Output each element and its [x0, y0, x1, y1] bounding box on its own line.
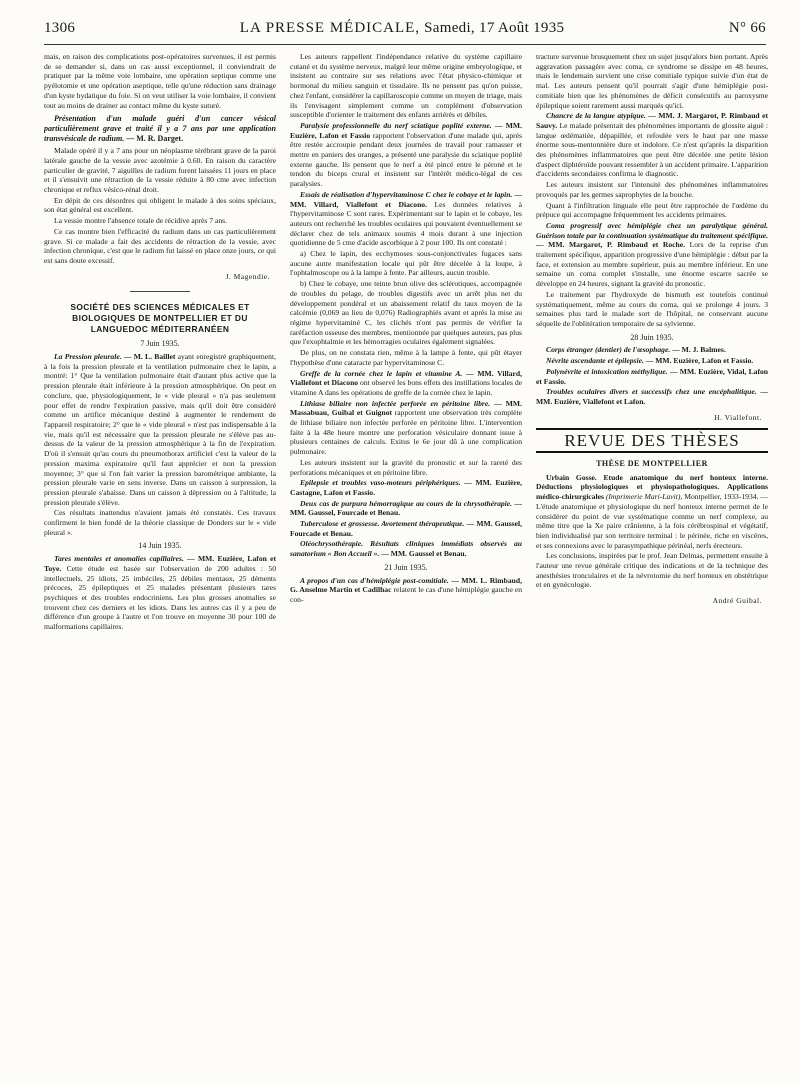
heading-title: Chancre de la langue atypique.	[546, 111, 646, 121]
paragraph: Les conclusions, inspirées par le prof. Jean Delmas, permettent ensuite à l'auteur une revue générale critique des indications et de la technique des anesthésies tronculaires et de la névrotomie du nerf honteux en obstétrique et en gynécologie.	[536, 551, 768, 590]
signature: J. Magendie.	[225, 271, 270, 281]
these-heading: THÈSE DE MONTPELLIER	[596, 459, 708, 469]
paragraph: Les auteurs insistent sur l'intensité des phénomènes inflammatoires provoqués par les germes saprophytes de la bouche.	[536, 180, 768, 199]
these-title: Urbain Gosse. Etude anatomique du nerf honteux interne. Déductions physiologiques et physiopathologiques. Applications médico-chirurgicales	[536, 472, 768, 502]
heading-authors: — M. R. Darget.	[126, 134, 184, 144]
heading-authors: — M. L. Baillet	[123, 352, 176, 362]
paragraph: Montpellier, 1933-1934. — L'étude anatomique et physiologique du nerf honteux interne permet de le considérer du point de vue systématique comme un nerf complexe, au même titre que la Xe paire crânienne, à la fois cérébrospinal et végétatif, bien individualisé par son territoire terminal : le périnée, riche en viscères, et ses connexions avec le parasympathique périnéal, nerfs érecteurs.	[536, 492, 768, 550]
society-heading: SOCIÉTÉ DES SCIENCES MÉDICALES ET BIOLOGIQUES DE MONTPELLIER ET DU LANGUEDOC MÉDITERRANÉEN	[70, 302, 250, 335]
heading-authors: — MM. Euzière, Viallefont et Lafon.	[536, 387, 768, 406]
paragraph: tracture survenue brusquement chez un sujet jusqu'alors bien portant. Après aggravation passagère avec coma, ce syndrome se dissipe en 48 heures, mais le lendemain survient une crise comitiale typique suivie d'un état de mal. Les auteurs pensent qu'il pourrait s'agir d'une hémiplégie post-comitiale bien que les phénomènes de déficit consécutifs au paroxysme épileptique soient rarement aussi marqués qu'ici.	[536, 52, 768, 110]
divider	[130, 291, 190, 292]
heading-title: Essais de réalisation d'hypervitaminose C chez le cobaye et le lapin.	[300, 189, 513, 199]
these-publisher: (Imprimerie Mari-Lavit),	[605, 492, 683, 502]
heading-authors: — MM. Euzière, Lafon et Toye.	[44, 554, 276, 573]
heading-authors: — MM. Euzière, Lafon et Fassio	[290, 120, 522, 140]
paragraph: relatent le cas d'une hémiplégie gauche en con-	[290, 585, 522, 604]
paragraph: Cette étude est basée sur l'observation de 200 adultes : 50 intellectuels, 25 idiots, 25 imbéciles, 25 débiles mentaux, 25 déments précoces, 25 épileptiques et 25 malades présentant plusieurs tares psychiques et des troubles endocriniens. Les plus grosses anomalies se trouvent chez ces derniers et les idiots. Dans les autres cas il y a peu de différence d'un groupe à l'autre et l'on trouve en moyenne 30 pour 100 de malformations capillaires.	[44, 563, 276, 632]
heading-authors: — MM. Gaussel, Fourcade et Benau.	[290, 498, 522, 518]
column-3	[536, 52, 768, 1062]
heading-title: Epilepsie et troubles vaso-moteurs périphériques.	[300, 478, 461, 488]
paragraph: Le traitement par l'hydroxyde de bismuth est toutefois continué systématiquement, même au cours du coma, qui se prolonge 4 jours. 3 semaines plus tard le malade sort de l'hôpital, ne conservant aucune séquelle de l'oblitération temporaire de sa sylvienne.	[536, 289, 768, 328]
page-header	[44, 20, 766, 42]
article-heading	[44, 114, 276, 144]
heading-title: Polynévrite et intoxication méthylique.	[546, 366, 668, 376]
paragraph: La vessie montre l'absence totale de récidive après 7 ans.	[54, 216, 227, 226]
heading-title: La Pression pleurale.	[54, 352, 122, 362]
paragraph: rapportent une observation très complète de lithiase biliaire non infectée perforée en péritoine libre. L'intervention faite à la 48e heure montre une perforation vésiculaire donnant issue à plusieurs centaines de calculs. Exitus le 6e jour dû à une complication pulmonaire.	[290, 408, 522, 457]
heading-authors: — MM. L. Rimbaud, G. Anselme Martin et Cadilhac	[290, 575, 522, 595]
page-number: 1306	[44, 20, 76, 36]
heading-authors: — MM. Villard, Viallefont et Diacono	[290, 368, 522, 388]
heading-authors: — MM. Margarot, P. Rimbaud et Roche.	[536, 240, 686, 250]
session-date: 7 Juin 1935.	[140, 339, 180, 349]
paragraph: Le malade présentait des phénomènes importants de glossite aiguë : langue œdématiée, dépapillée, et refoulée vers le haut par une masse énorme sous-mentonnière dure et indolore. Ce n'est qu'après la disparition des phénomènes inflammatoires que peut être décelée une petite lésion d'aspect diphtéroïde pouvant ressembler à un accident primaire. L'apparition d'accidents secondaires confirma le diagnostic.	[536, 120, 768, 179]
heading-authors: — MM. Euzière, Lafon et Fassio.	[645, 356, 754, 366]
header-rule	[44, 44, 766, 45]
heading-title: Oléochrysothérapie. Résultats cliniques immédiats observés au sanatorium « Bon Accueil ».	[290, 539, 522, 559]
paragraph: ayant enregistré graphiquement, à la fois la pression pleurale et la ventilation pulmonaire chez le lapin, a montré: 1° Que la ventilation pulmonaire était d'autant plus active que la pression pleurale était inférieure à la pression atmosphérique. On peut en conclure, que, physiologiquement, le « vide pleural » n'a pas seulement pour effet de rendre l'expiration passive, mais qu'il doit être considéré comme un artifice mécanique destiné à augmenter le rendement de l'appareil respiratoire; 2° que le « vide pleural » n'est pas indispensable à la vie, mais qu'il est nécessaire que la pression pleurale ne s'élève pas au-dessus de la valeur de la pression atmosphérique à la fin de l'expiration. D'où il s'ensuit qu'au cours du pneumothorax artificiel c'est la valeur de la pression maxima expiratoire qu'il faut apprécier et non la pression moyenne; 3° que si l'on fait varier la pression barométrique ambiante, la pression pleurale varie en sens inverse. Dans un caisson à surpression, la pression pleurale s'abaisse. Dans un caisson à dépression ou à l'altitude, la pression pleurale s'élève.	[44, 352, 276, 507]
heading-authors: — MM. Euzière, Castagne, Lafon et Fassio.	[290, 478, 522, 497]
column-2	[290, 52, 522, 1062]
heading-authors: — MM. Gaussel, Fourcade et Benau.	[290, 519, 522, 538]
heading-title: Deux cas de purpura hémorragique au cours de la chrysothérapie.	[300, 498, 513, 508]
heading-title: Lithiase biliaire non infectée perforée en péritoine libre.	[300, 398, 491, 408]
heading-title: Tares mentales et anomalies capillaires.	[54, 554, 184, 564]
heading-authors: — M. J. Balmes.	[672, 345, 726, 355]
paragraph: ont observé les bons effets des instillations locales de vitamine A dans les opérations de greffe de la cornée chez le lapin.	[290, 378, 522, 397]
session-date: 14 Juin 1935.	[138, 541, 182, 551]
heading-title: Paralysie professionnelle du nerf sciatique poplité externe.	[300, 120, 492, 130]
heading-authors: — MM. Massabuau, Guibal et Guignot	[290, 398, 522, 418]
heading-authors: — MM. J. Margarot, P. Rimbaud et Sauvy.	[536, 111, 768, 130]
heading-title: A propos d'un cas d'hémiplégie post-comitiale.	[300, 575, 449, 585]
session-date: 21 Juin 1935.	[384, 562, 428, 572]
heading-authors: — MM. Euzière, Vidal, Lafon et Fassio.	[536, 366, 768, 386]
heading-authors: — MM. Gaussel et Benau.	[381, 549, 467, 559]
paragraph: En dépit de ces désordres qui obligent le malade à des soins spéciaux, son état général est excellent.	[44, 195, 276, 215]
paragraph: Quant à l'infiltration linguale elle peut être rapprochée de l'œdème du prépuce qui accompagne fréquemment les accidents primaires.	[536, 200, 768, 220]
issue-date: Samedi, 17 Août 1935	[424, 20, 565, 36]
heading-title: Coma progressif avec hémiplégie chez un paralytique général. Guérison totale par la continuation systématique du traitement spécifique.	[536, 220, 768, 240]
paragraph: Ces résultats inattendus n'avaient jamais été constatés. Ces travaux confirment le bien fondé de la théorie classique de Donders sur le « vide pleural ».	[44, 508, 276, 537]
paragraph: Malade opéré il y a 7 ans pour un néoplasme térébrant grave de la paroi latérale gauche de la vessie avec azotémie à 0.60. En raison du caractère particulier de gravité, 7 aiguilles de radium furent laissées 11 jours en place et il s'ensuivit une rétraction de la vessie réduite à 80 cme avec infection chronique et reflux vésico-rénal droit.	[44, 146, 276, 195]
signature: André Guibal.	[712, 596, 762, 606]
signature: H. Viallefont.	[714, 412, 762, 422]
heading-title: Corps étranger (dentier) de l'œsophage.	[546, 345, 671, 355]
paragraph: De plus, on ne constata rien, même à la lampe à fente, qui pût étayer l'hypothèse d'une cataracte par hypervitaminose C.	[290, 348, 522, 367]
paragraph: Ce cas montre bien l'efficacité du radium dans un cas particulièrement grave. Si ce malade a fait des accidents de rétraction de la vessie, avec infection chronique, c'est que le radium fut laissé en place onze jours, ce qui est sans doute excessif.	[44, 226, 276, 265]
column-1	[44, 52, 276, 1062]
section-banner: REVUE DES THÈSES	[536, 428, 768, 453]
paragraph: Les auteurs rappellent l'indépendance relative du système capillaire cutané et du système nerveux, malgré leur même origine embryologique, et insistent au contraire sur ses relations avec l'état physico-chimique et hormonal du milieu sanguin et tissulaire. Ils ne pensent pas qu'on puisse, chez l'enfant, considérer la capillaroscopie comme un moyen de triage, mais ils l'envisagent simplement comme un complément d'observation susceptible d'orienter le traitement des enfants arriérés et débiles.	[290, 52, 522, 120]
heading-authors: — MM. Villard, Viallefont et Diacono.	[290, 189, 522, 209]
heading-title: Présentation d'un malade guéri d'un cancer vésical particulièrement grave et traité il y a 7 ans par une application transvésicale de radium.	[44, 114, 276, 144]
heading-title: Tuberculose et grossesse. Avortement thérapeutique.	[300, 519, 465, 529]
paragraph: b) Chez le cobaye, une teinte brun olive des sclérotiques, accompagnée de troubles du pelage, de troubles digestifs avec un arrêt plus net du développement pondéral et un abaissement relatif du taux moyen de la calcémie (0,069 au lieu de 0,076) Radiographiés avant et après la mise au régime hypervitaminé C, les clichés n'ont pas permis de vérifier la raréfaction osseuse des membres, mentionnée par quelques auteurs, pas plus que l'exophtalmie et les hémorragies oculaires également signalées.	[290, 279, 522, 347]
paragraph: a) Chez le lapin, des ecchymoses sous-conjonctivales fugaces sans aucune autre manifestation locale qui pût être décelée à la loupe, à l'ophtalmoscope ou à la lampe à fente. Par ailleurs, aucun trouble.	[290, 249, 522, 278]
journal-title: LA PRESSE MÉDICALE,	[239, 20, 421, 36]
heading-title: Névrite ascendante et épilepsie.	[546, 356, 644, 366]
paragraph: rapportent l'observation d'une malade qui, après être restée accroupie pendant deux journées de travail pour ramasser et mettre en paniers des oranges, a présenté une paralysie du sciatique poplité externe gauche. Ils pensent que le nerf a été pincé entre le péroné et le tendon du biceps crural et insistent sur l'intérêt médico-légal de ces paralysies.	[290, 130, 522, 189]
heading-title: Greffe de la cornée chez le lapin et vitamine A.	[300, 368, 463, 378]
paragraph: Les auteurs insistent sur la gravité du pronostic et sur la rareté des perforations mécaniques et en péritoine libre.	[290, 457, 522, 477]
heading-title: Troubles oculaires divers et successifs chez une encéphalitique.	[546, 387, 757, 397]
paragraph: mais, en raison des complications post-opératoires survenues, il est permis de se demander si, dans un cas aussi exceptionnel, il conviendrait de pratiquer par la même voie lombaire, une opération septique comme une pyélotomie et une opération aseptique, telle qu'une réduction sans drainage d'un kyste hydatique du foie. Si on veut utiliser la voie lombaire, il convient tout au moins de drainer au contact même du kyste suturé.	[44, 52, 276, 110]
paragraph: Lors de la reprise d'un traitement spécifique, apparition progressive d'une hémiplégie : début par la face, et extension au membre supérieur, puis au membre inférieur. En une semaine un coma complet s'installe, une énorme escarre sacrée se développe en 24 heures, signant la gravité du pronostic.	[536, 240, 768, 289]
session-date: 28 Juin 1935.	[630, 332, 674, 342]
issue-number: N° 66	[728, 20, 766, 36]
paragraph: Les données relatives à l'hypervitaminose C sont rares. Expérimentant sur le lapin et le cobaye, les auteurs ont recherché les troubles oculaires qui pouvaient éventuellement se déclarer chez de tels animaux soumis 4 mois durant à une injection quotidienne de 5 cme d'acide ascorbique à 2 pour 100. Ils ont constaté :	[290, 199, 522, 248]
